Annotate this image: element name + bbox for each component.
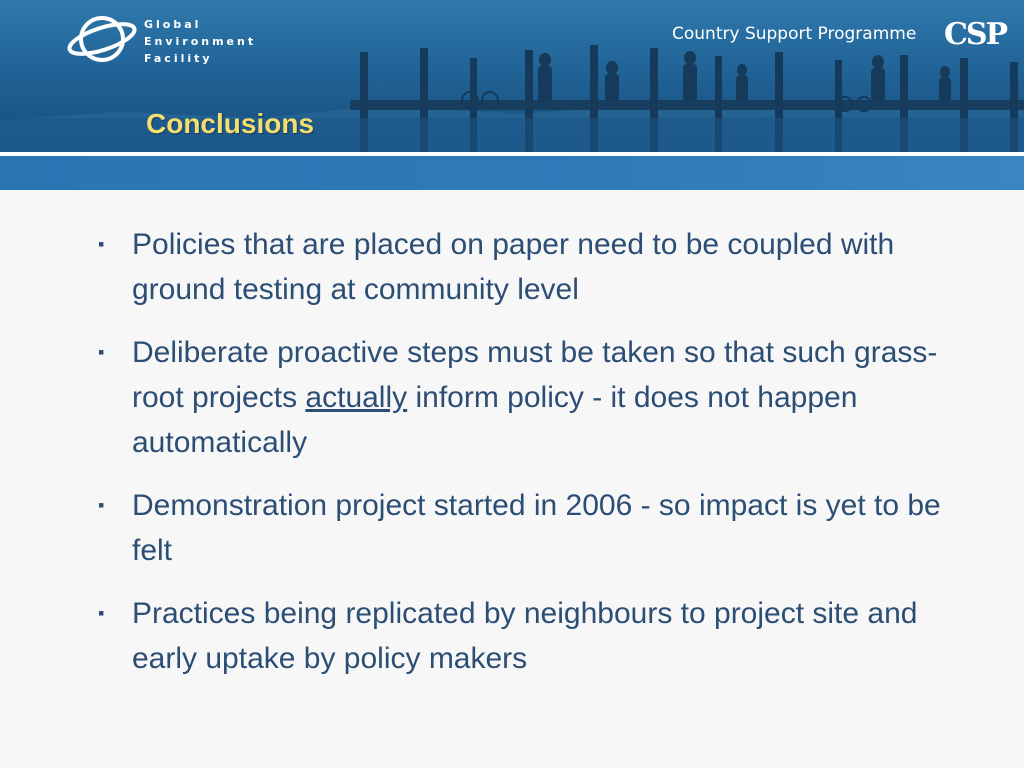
gef-name-line-1: Global xyxy=(144,18,202,31)
program-label: Country Support Programme xyxy=(672,24,917,44)
bullet-item xyxy=(96,483,966,573)
header-band xyxy=(0,156,1024,190)
bullet-text: Demonstration project started in 2006 - so impact is yet to be felt xyxy=(132,489,941,567)
square-bullet-icon: ▪ xyxy=(98,234,105,254)
bullet-text: Practices being replicated by neighbours to project site and early uptake by policy makers xyxy=(132,597,918,675)
csp-logo: CSP xyxy=(944,17,1007,52)
bullet-text xyxy=(132,336,937,459)
bullet-item xyxy=(96,222,966,312)
gef-name-line-3: Facility xyxy=(144,52,213,65)
square-bullet-icon: ▪ xyxy=(98,603,105,623)
square-bullet-icon: ▪ xyxy=(98,495,105,515)
bullet-text-end: inform policy - it does not happen automatically xyxy=(132,381,858,459)
globe-icon xyxy=(66,14,138,64)
gef-name-line-2: Environment xyxy=(144,35,257,48)
slide-header xyxy=(0,0,1024,152)
bullet-item xyxy=(96,330,966,465)
gef-logo-text xyxy=(144,16,256,67)
bullet-text-start: Deliberate proactive steps must be taken so that such grass-root projects xyxy=(132,336,938,414)
bullet-list xyxy=(96,222,966,699)
slide-title: Conclusions xyxy=(146,108,315,139)
square-bullet-icon: ▪ xyxy=(98,342,105,362)
bullet-item xyxy=(96,591,966,681)
emphasized-word: actually xyxy=(305,381,408,414)
bullet-text: Policies that are placed on paper need to be coupled with ground testing at community level xyxy=(132,228,895,306)
